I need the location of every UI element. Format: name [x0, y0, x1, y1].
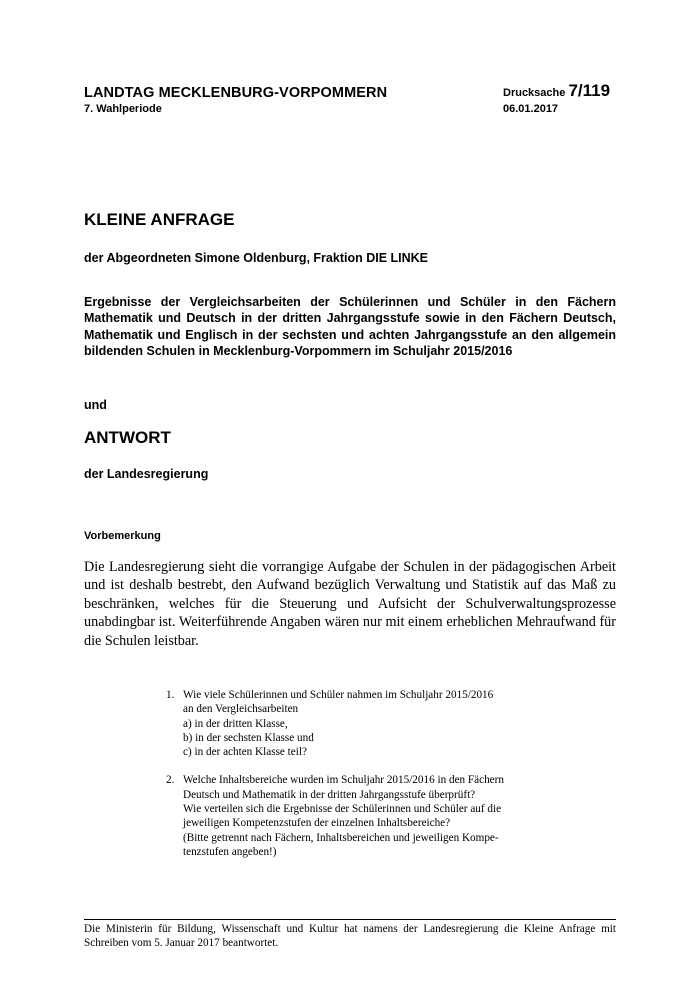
preliminary-heading: Vorbemerkung	[84, 530, 161, 542]
footnote-divider	[84, 919, 616, 920]
preliminary-text: Die Landesregierung sieht die vorrangige Aufgabe der Schulen in der pädagogischen Arbeit und ist deshalb bestrebt, den Aufwand bezüglich Verwaltung und Statistik auf das Maß zu beschränken, welches für die Steuerung und Aufsicht der Schulverwaltungsprozesse unabdingbar ist. Weiterführende Angaben wären nur mit einem erheblichen Mehraufwand für die Schulen leistbar.	[84, 559, 616, 649]
drucksache-number: 7/119	[568, 81, 611, 100]
question-line: Deutsch und Mathematik in der dritten Jahrgangsstufe überprüft?	[183, 788, 476, 801]
question-line: jeweiligen Kompetenzstufen der einzelnen Inhaltsbereiche?	[183, 817, 451, 830]
parliament-name: LANDTAG MECKLENBURG-VORPOMMERN	[84, 85, 388, 101]
footnote: Die Ministerin für Bildung, Wissenschaft und Kultur hat namens der Landesregierung die Kleine Anfrage mit Schreiben vom 5. Januar 2017 beantwortet.	[84, 923, 616, 949]
question-list	[166, 688, 536, 873]
question-line: (Bitte getrennt nach Fächern, Inhaltsbereichen und jeweiligen Kompe-	[183, 831, 499, 844]
question-line: c) in der achten Klasse teil?	[183, 746, 307, 759]
answer-heading: ANTWORT	[84, 428, 171, 447]
legislative-period: 7. Wahlperiode	[84, 103, 162, 115]
question-number: 1.	[166, 689, 175, 701]
question-line: b) in der sechsten Klasse und	[183, 731, 314, 744]
document-date: 06.01.2017	[503, 103, 559, 115]
drucksache-label: Drucksache	[503, 87, 566, 99]
question-item	[166, 688, 536, 759]
answer-author: der Landesregierung	[84, 467, 209, 481]
question-line: Wie viele Schülerinnen und Schüler nahmen im Schuljahr 2015/2016	[183, 689, 494, 701]
subject-title: Ergebnisse der Vergleichsarbeiten der Schülerinnen und Schüler in den Fächern Mathematik und Deutsch in der dritten Jahrgangsstufe sowie in den Fächern Deutsch, Mathematik und Englisch in der sechsten und achten Jahrgangsstufe an den allgemein bildenden Schulen in Mecklenburg-Vorpommern im Schuljahr 2015/2016	[84, 295, 616, 359]
author-line: der Abgeordneten Simone Oldenburg, Fraktion DIE LINKE	[84, 251, 429, 265]
question-item	[166, 773, 536, 859]
drucksache-line	[503, 82, 610, 102]
question-number: 2.	[166, 774, 175, 787]
kind-heading: KLEINE ANFRAGE	[84, 210, 235, 229]
document-header-right	[503, 82, 610, 116]
question-line: an den Vergleichsarbeiten	[183, 703, 299, 716]
conjunction: und	[84, 398, 107, 412]
question-line: tenzstufen angeben!)	[183, 845, 277, 858]
document-header-left	[84, 84, 387, 116]
question-line: Welche Inhaltsbereiche wurden im Schuljahr 2015/2016 in den Fächern	[183, 774, 504, 787]
question-line: a) in der dritten Klasse,	[183, 717, 288, 730]
question-line: Wie verteilen sich die Ergebnisse der Schülerinnen und Schüler auf die	[183, 803, 502, 816]
